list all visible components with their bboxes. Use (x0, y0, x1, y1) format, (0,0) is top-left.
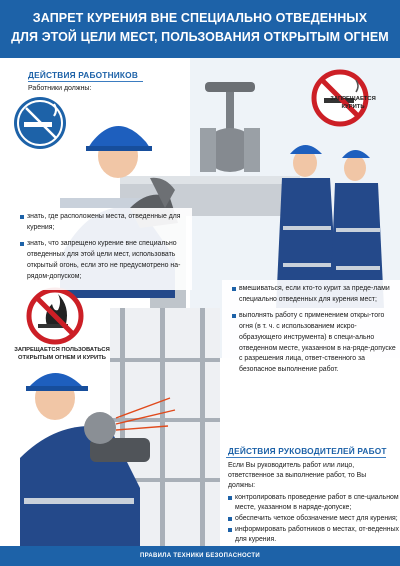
poster-title-line-2: ДЛЯ ЭТОЙ ЦЕЛИ МЕСТ, ПОЛЬЗОВАНИЯ ОТКРЫТЫМ ОГНЕМ (11, 30, 389, 44)
list-item: контролировать проведение работ в спе-циальном месте, указанном в наряде-допуске; (235, 494, 399, 511)
header-banner (0, 0, 400, 58)
managers-title-rule (226, 457, 386, 458)
no-fire-caption (8, 346, 116, 362)
list-item: вмешиваться, если кто-то курит за преде-лами специально отведенных для курения мест; (239, 284, 396, 305)
managers-section-title: ДЕЙСТВИЯ РУКОВОДИТЕЛЕЙ РАБОТ (228, 446, 387, 456)
list-item: знать, что запрещено курение вне специально отведенных для этой цели мест, использовать открытый огонь, если это не предусмотрено на-рядом-допуском; (27, 239, 188, 282)
mandatory-sign-icon (14, 97, 66, 149)
workers-intro: Работники должны: (28, 85, 92, 92)
poster-title (0, 9, 400, 47)
workers-duties-left-box (10, 208, 192, 290)
managers-duties-list (228, 493, 400, 545)
valve-stem (226, 92, 234, 132)
valve-flange-right (244, 128, 260, 172)
no-open-fire-sign-icon (29, 290, 81, 342)
pipe-highlight (120, 176, 300, 184)
no-fire-caption-line-2: ОТКРЫТЫМ ОГНЕМ И КУРИТЬ (18, 355, 106, 361)
workers-duties-right-list (232, 284, 396, 376)
no-smoking-caption: ЗАПРЕЩАЕТСЯ КУРИТЬ (330, 96, 376, 110)
poster-title-line-1: ЗАПРЕТ КУРЕНИЯ ВНЕ СПЕЦИАЛЬНО ОТВЕДЕННЫХ (32, 11, 368, 25)
workers-duties-right-box (222, 280, 400, 384)
workers-duties-left-list (20, 212, 188, 282)
list-item: знать, где расположены места, отведенные для курения; (27, 212, 188, 233)
list-item: выполнять работу с применением откры-того огня (в т. ч. с использованием искро-образующего инструмента) в специ-ально отведенном месте, указанном в на-ряде-допуске с разрешения лица, ответ-ственного за безопасное выполнение работ. (239, 311, 396, 375)
managers-duties-box (218, 492, 400, 545)
workers-section-title: ДЕЙСТВИЯ РАБОТНИКОВ (28, 70, 139, 80)
list-item: обеспечить четкое обозначение мест для курения; (235, 514, 400, 524)
workers-title-rule (28, 81, 143, 82)
no-fire-caption-line-1: ЗАПРЕЩАЕТСЯ ПОЛЬЗОВАТЬСЯ (14, 347, 110, 353)
valve-flange-left (200, 128, 216, 172)
list-item: информировать работников о местах, от-веденных для курения. (235, 526, 399, 543)
footer-banner: ПРАВИЛА ТЕХНИКИ БЕЗОПАСНОСТИ (0, 546, 400, 566)
valve-handwheel (205, 82, 255, 92)
managers-intro: Если Вы руководитель работ или лицо, ответственное за выполнение работ, то Вы должны: (228, 462, 367, 489)
